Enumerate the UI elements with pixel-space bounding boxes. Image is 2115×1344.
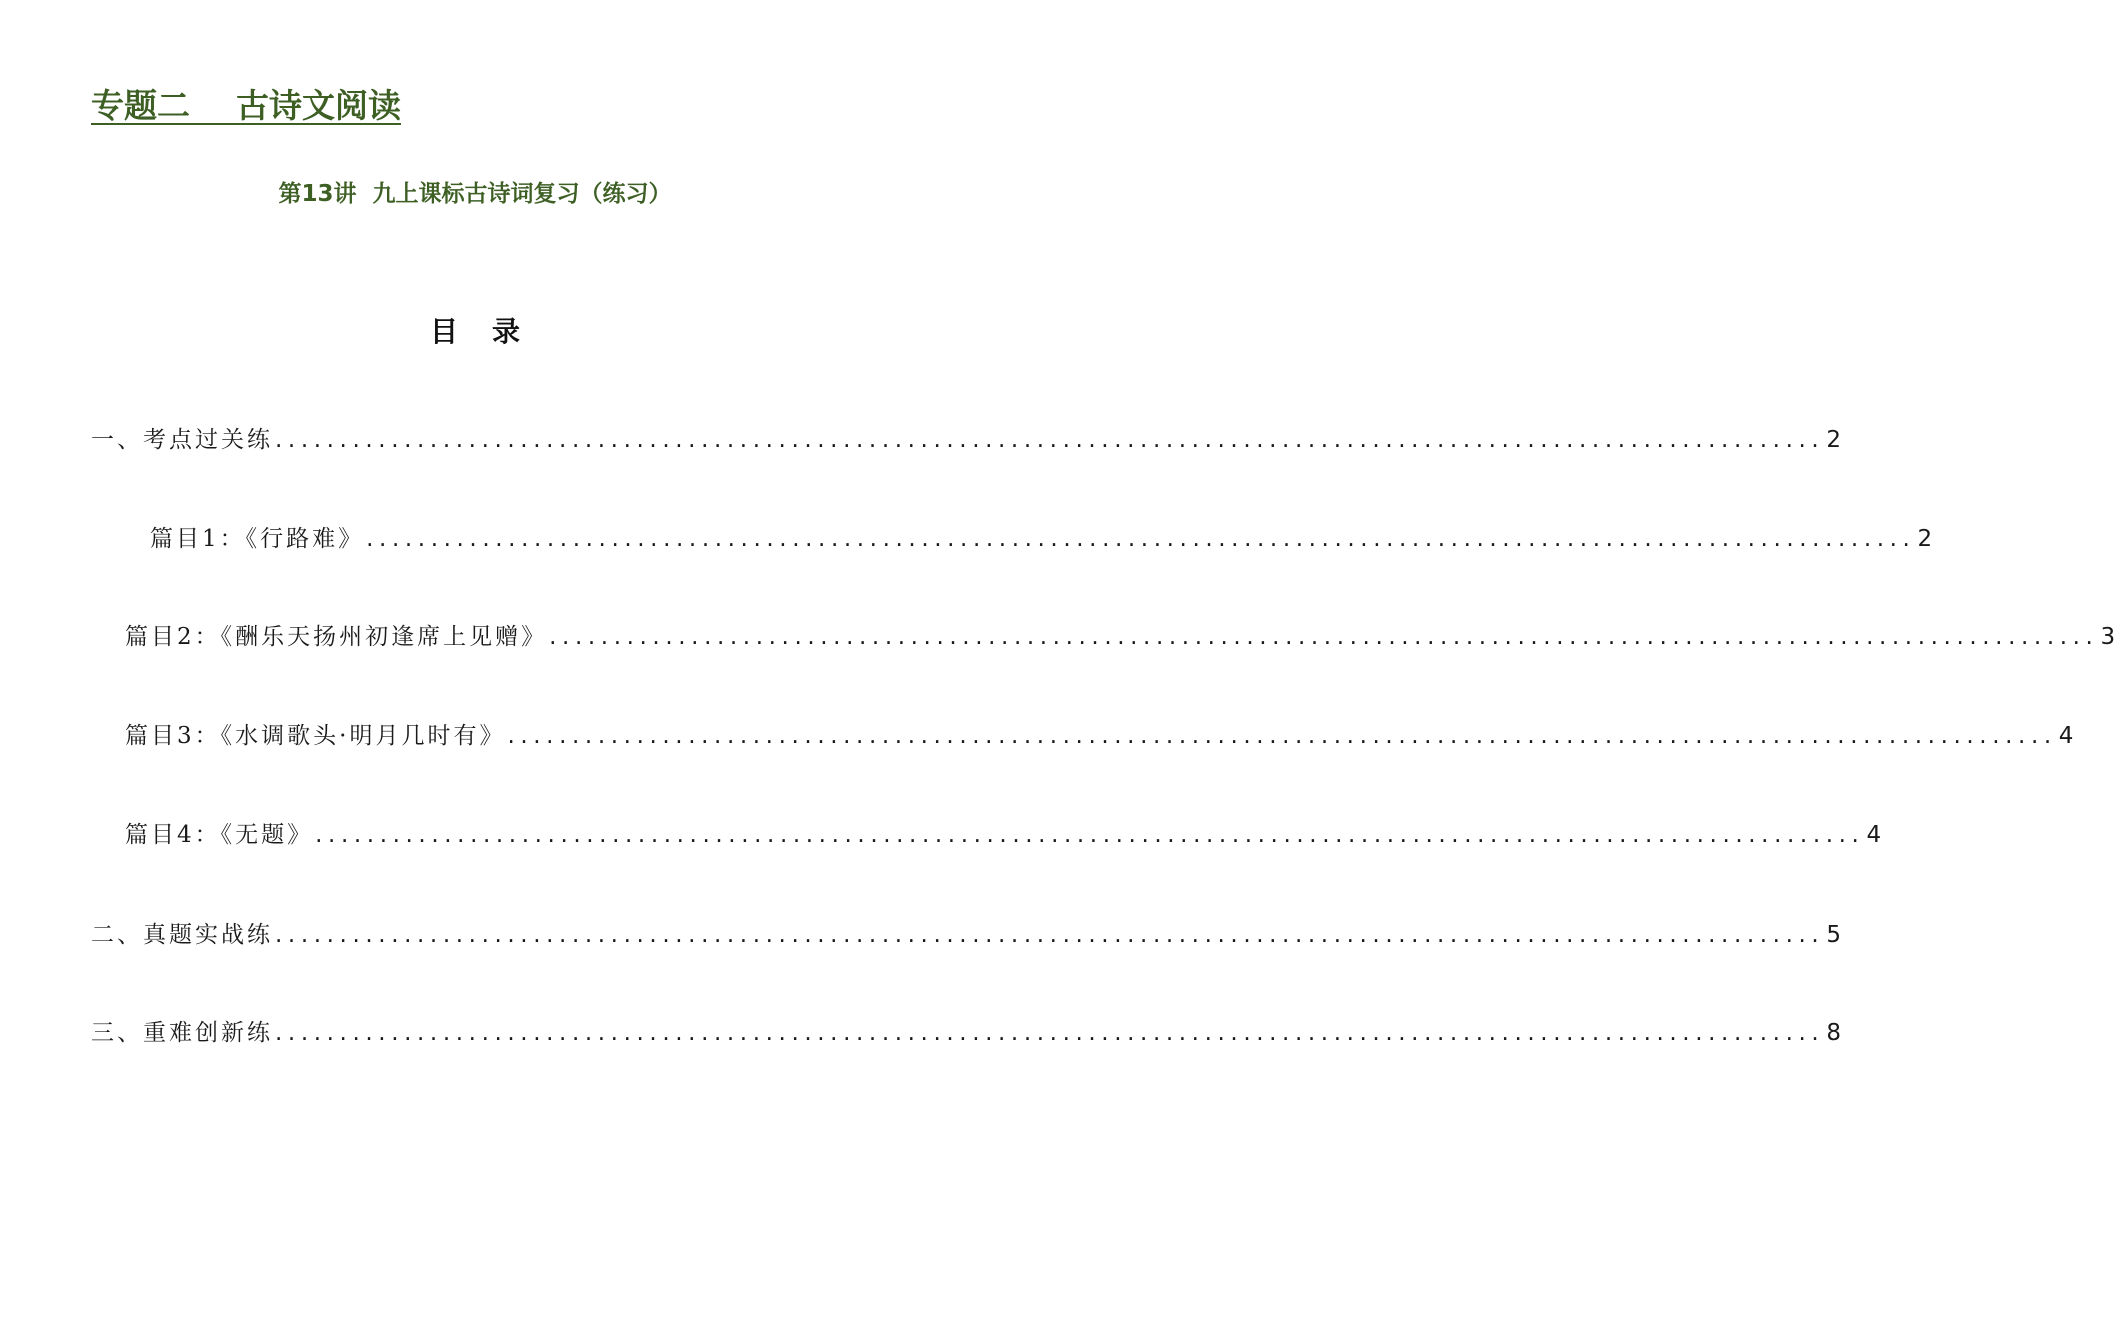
toc-item-pianmu-2[interactable]: [125, 620, 2115, 654]
toc-leader-dots: ........................................................................................................................: [315, 822, 1865, 848]
lecture-title: 第13讲 九上课标古诗词复习（练习）: [278, 181, 672, 207]
toc-item-zhenti[interactable]: [91, 918, 1841, 952]
toc-leader-dots: ........................................................................................................................: [366, 526, 1916, 552]
toc-item-page: 5: [1826, 922, 1841, 948]
toc-item-pianmu-3[interactable]: [125, 719, 2074, 753]
toc-item-zhongnan[interactable]: [91, 1016, 1841, 1050]
toc-item-label: 一、考点过关练: [91, 427, 273, 453]
toc-item-pianmu-1[interactable]: [150, 522, 1933, 556]
toc-item-page: 4: [1866, 822, 1882, 848]
toc-item-label: 篇目4：《无题》: [125, 822, 314, 848]
toc-item-label: 二、真题实战练: [91, 922, 273, 948]
toc-leader-dots: ........................................................................................................................: [549, 624, 2099, 650]
toc-item-kaodian[interactable]: [91, 423, 1841, 457]
toc-item-label: 篇目2：《酬乐天扬州初逢席上见赠》: [125, 624, 548, 650]
toc-item-pianmu-4[interactable]: [125, 818, 1882, 852]
topic-title: 专题二 古诗文阅读: [91, 86, 401, 125]
toc-leader-dots: ........................................................................................................................: [507, 723, 2057, 749]
toc-item-page: 4: [2058, 723, 2074, 749]
toc-leader-dots: ........................................................................................................................: [275, 1020, 1825, 1046]
toc-heading: 目录: [429, 315, 554, 348]
toc-item-page: 8: [1826, 1020, 1841, 1046]
toc-item-page: 2: [1917, 526, 1933, 552]
toc-item-page: 3: [2100, 624, 2115, 650]
toc-item-label: 篇目3：《水调歌头·明月几时有》: [125, 723, 506, 749]
toc-item-page: 2: [1826, 427, 1841, 453]
toc-item-label: 篇目1：《行路难》: [150, 526, 365, 552]
toc-item-label: 三、重难创新练: [91, 1020, 273, 1046]
toc-leader-dots: ........................................................................................................................: [275, 922, 1825, 948]
toc-leader-dots: ........................................................................................................................: [275, 427, 1825, 453]
